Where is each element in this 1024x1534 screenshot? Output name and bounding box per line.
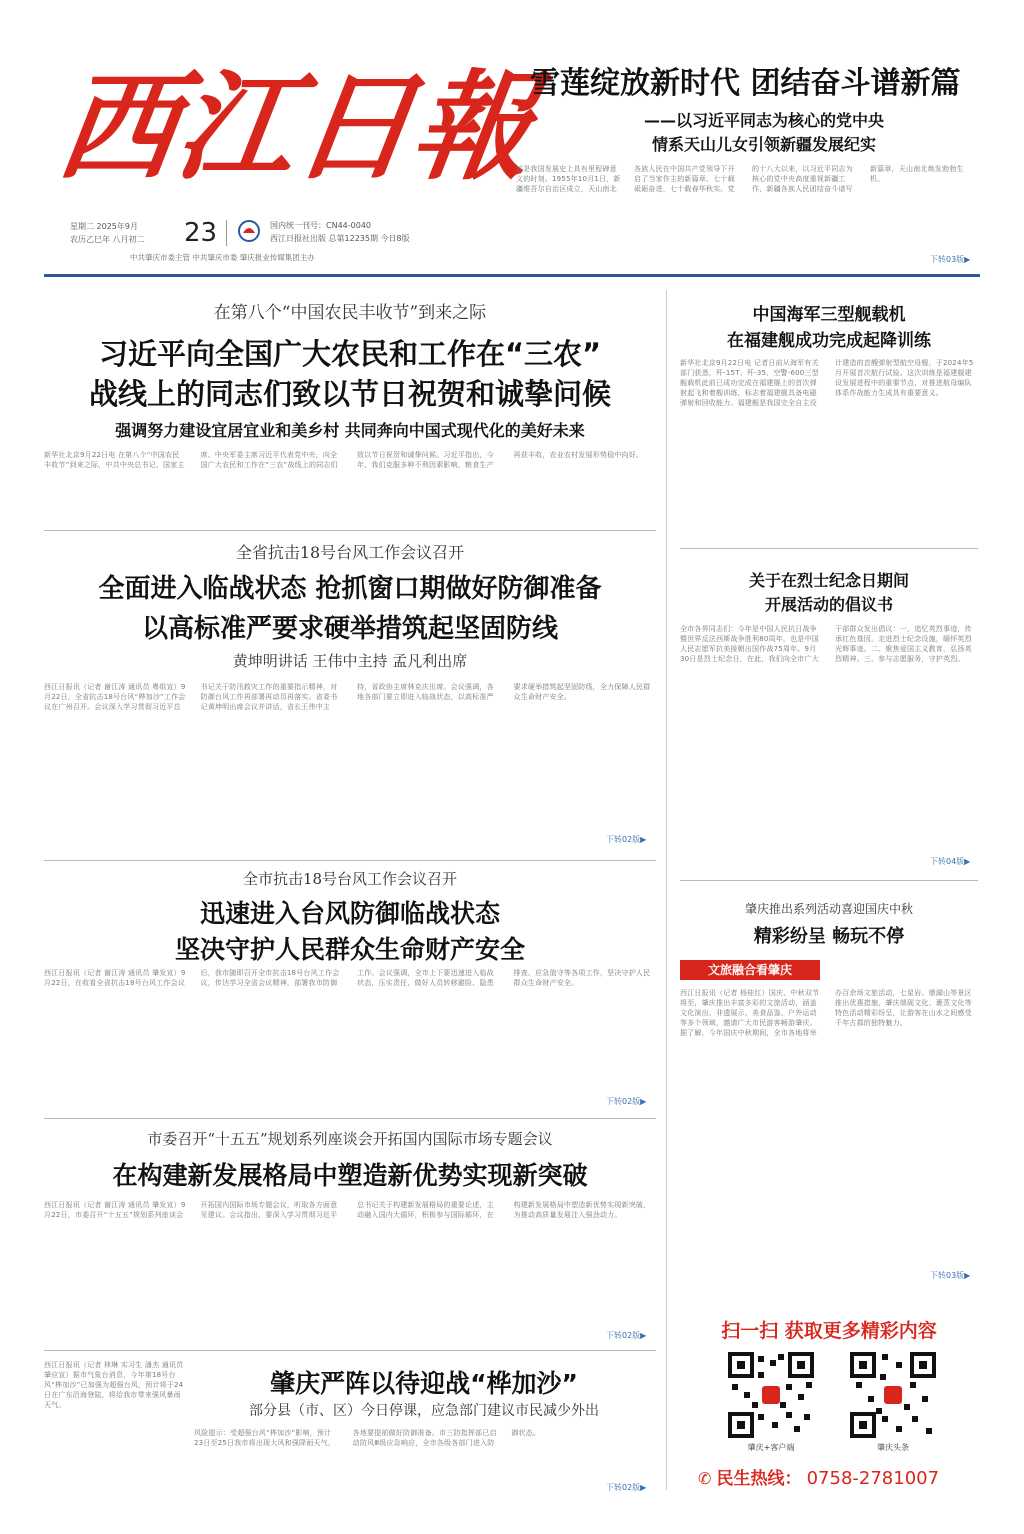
navy-title-2[interactable]: 在福建舰成功完成起降训练 — [727, 331, 931, 351]
top-feature-title[interactable]: 雪莲绽放新时代 团结奋斗谱新篇 — [530, 66, 961, 101]
qr-headline: 扫一扫 获取更多精彩内容 — [721, 1320, 937, 1342]
market-meeting-story — [44, 1122, 656, 1342]
market-meeting-body: 西江日报讯（记者 谢江涛 通讯员 肇发宣）9月22日，市委召开“十五五”规划系列座谈会开拓国内国际市场专题会议，听取各方面意见建议。会议指出，要深入学习贯彻习近平总书记关于构建新发展格局的重要论述，主动融入国内大循环，积极参与国际循环，在构建新发展格局中塑造新优势实现新突破，为推动高质量发展注入强劲动力。 — [44, 1201, 651, 1219]
typhoon-city-more-link[interactable]: 下转02版▶ — [606, 1097, 647, 1106]
martyrs-more-link[interactable]: 下转04版▶ — [930, 857, 971, 866]
ready-typhoon-side-body: 西江日报讯（记者 林琳 实习生 潘杰 通讯员 肇应宣）据市气象台消息，今年第18号台风“桦加沙”已加强为超强台风，预计将于24日在广东沿海登陆，将给我市带来强风暴雨天气。 — [44, 1361, 184, 1409]
divider — [44, 860, 656, 861]
market-meeting-title[interactable]: 在构建新发展格局中塑造新优势实现新突破 — [112, 1161, 588, 1190]
qr-code-headline[interactable] — [850, 1352, 936, 1438]
top-feature-more-link[interactable]: 下转03版▶ — [930, 255, 971, 264]
typhoon-province-kicker: 全省抗击18号台风工作会议召开 — [235, 543, 465, 562]
ready-typhoon-subtitle: 部分县（市、区）今日停课，应急部门建议市民减少外出 — [249, 1403, 599, 1419]
qr-code-icon — [850, 1352, 936, 1438]
lead-title-2[interactable]: 战线上的同志们致以节日祝贺和诚挚问候 — [88, 377, 611, 411]
top-feature-body: 这是我国发展史上具有里程碑意义的时刻。1955年10月1日，新疆维吾尔自治区成立，天山南北各族人民在中国共产党领导下开启了当家作主的新篇章。七十载砥砺奋进，七十载春华秋实。党的十八大以来，以习近平同志为核心的党中央高度重视新疆工作，新疆各族人民团结奋斗谱写新篇章，天山南北焕发勃勃生机。 — [516, 165, 964, 193]
masthead-rule — [44, 274, 980, 277]
issue-day: 23 — [184, 218, 218, 248]
martyrs-body: 全市各界同志们：今年是中国人民抗日战争暨世界反法西斯战争胜利80周年，也是中国人民志愿军抗美援朝出国作战75周年。9月30日是烈士纪念日，在此，我们向全市广大干部群众发出倡议：一、追忆英烈事迹，传承红色基因。走进烈士纪念设施，缅怀英烈光辉事迹。二、聚焦爱国主义教育，弘扬英烈精神。三、参与志愿服务，守护英烈。 — [680, 625, 972, 663]
typhoon-city-title-1[interactable]: 迅速进入台风防御临战状态 — [199, 899, 500, 928]
martyrs-title-2[interactable]: 开展活动的倡议书 — [764, 595, 893, 614]
qr-block — [680, 1300, 978, 1500]
typhoon-city-story — [44, 864, 656, 1110]
national-day-more-link[interactable]: 下转03版▶ — [930, 1271, 971, 1280]
qr-code-app[interactable] — [728, 1352, 814, 1438]
navy-body: 新华社北京9月22日电 记者日前从海军有关部门获悉，歼-15T、歼-35、空警-600三型舰载机此前已成功完成在福建舰上的首次弹射起飞和着舰训练，标志着福建舰具备电磁弹射和回收能力。福建舰是我国完全自主设计建造的首艘弹射型航空母舰，于2024年5月开展首次航行试验。这次训练是福建舰建设发展进程中的重要节点，对推进航母编队体系作战能力生成具有重要意义。 — [680, 359, 974, 407]
publisher-line: 西江日报社出版 总第12235期 今日8版 — [270, 234, 410, 243]
national-day-tag: 文旅融合看肇庆 — [680, 960, 820, 980]
newspaper-logo[interactable] — [50, 40, 542, 210]
lead-story — [44, 290, 656, 522]
hotline — [698, 1464, 978, 1488]
masthead — [44, 40, 980, 276]
logo-text: 西江日報 — [50, 57, 542, 196]
ready-typhoon-body: 风险提示：受超强台风“桦加沙”影响，预计23日至25日我市将出现大风和强降雨天气，各地要提前做好防御准备。市三防指挥部已启动防风Ⅲ级应急响应，全市各级各部门进入防御状态。 — [194, 1429, 541, 1447]
ready-typhoon-more-link[interactable]: 下转02版▶ — [606, 1483, 647, 1492]
typhoon-province-subtitle: 黄坤明讲话 王伟中主持 孟凡利出席 — [232, 652, 468, 670]
national-day-body: 西江日报讯（记者 杨桂红）国庆、中秋双节将至，肇庆推出丰富多彩的文旅活动，涵盖文化演出、非遗展示、美食品鉴、户外运动等多个领域，邀请广大市民游客畅游肇庆。据了解，今年国庆中秋期间，全市各地将举办百余场文旅活动，七星岩、鼎湖山等景区推出优惠措施，肇庆端砚文化、裹蒸文化等特色活动精彩纷呈，让游客在山水之间感受千年古郡的独特魅力。 — [680, 989, 972, 1037]
national-day-kicker: 肇庆推出系列活动喜迎国庆中秋 — [744, 902, 913, 916]
hotline-label: 民生热线： — [716, 1469, 802, 1489]
top-feature-subtitle-2: 情系天山儿女引领新疆发展纪实 — [651, 135, 876, 154]
lead-body: 新华社北京9月22日电 在第八个“中国农民丰收节”到来之际，中共中央总书记、国家主席、中央军委主席习近平代表党中央，向全国广大农民和工作在“三农”战线上的同志们致以节日祝贺和诚挚问候。习近平指出，今年，我们克服多种不利因素影响，粮食生产再获丰收，农业农村发展形势稳中向好。 — [44, 451, 644, 469]
weekday-date: 星期二 2025年9月 — [70, 222, 138, 231]
publication-info — [270, 219, 510, 245]
divider — [44, 1118, 656, 1119]
navy-story — [680, 294, 978, 540]
typhoon-city-body: 西江日报讯（记者 谢江涛 通讯员 肇发宣）9月22日，在收看全省抗击18号台风工作会议后，我市随即召开全市抗击18号台风工作会议，传达学习全省会议精神，部署我市防御工作。会议强调，全市上下要迅速进入临战状态，压实责任，做好人员转移避险、隐患排查、应急值守等各项工作，坚决守护人民群众生命财产安全。 — [44, 969, 651, 987]
ready-typhoon-story — [44, 1356, 656, 1496]
top-feature-subtitle-1: ——以习近平同志为核心的党中央 — [643, 111, 884, 130]
lead-subtitle: 强调努力建设宜居宜业和美乡村 共同奔向中国式现代化的美好未来 — [115, 421, 585, 440]
qr-label-app: 肇庆+客户端 — [747, 1443, 795, 1452]
divider — [680, 548, 978, 549]
martyrs-title-1[interactable]: 关于在烈士纪念日期间 — [748, 571, 909, 590]
lead-title-1[interactable]: 习近平向全国广大农民和工作在“三农” — [98, 337, 602, 371]
issn-number: 国内统一刊号：CN44-0040 — [270, 221, 371, 230]
publisher-emblem-icon — [238, 220, 260, 242]
typhoon-province-story — [44, 536, 656, 856]
typhoon-city-kicker: 全市抗击18号台风工作会议召开 — [242, 870, 458, 888]
typhoon-province-body: 西江日报讯（记者 谢江涛 通讯员 粤组宣）9月22日，全省抗击18号台风“桦加沙”工作会议在广州召开。会议深入学习贯彻习近平总书记关于防汛救灾工作的重要指示精神，对防御台风工作再部署再动员再落实。省委书记黄坤明出席会议并讲话，省长王伟中主持，省政协主席林克庆出席。会议强调，各地各部门要立即进入临战状态，以高标准严要求硬举措筑起坚固防线，全力保障人民群众生命财产安全。 — [44, 683, 651, 711]
phone-icon: ✆ — [698, 1469, 712, 1488]
navy-title-1[interactable]: 中国海军三型舰载机 — [752, 305, 906, 325]
divider — [680, 880, 978, 881]
qr-label-headline: 肇庆头条 — [877, 1443, 909, 1452]
typhoon-city-title-2[interactable]: 坚决守护人民群众生命财产安全 — [174, 935, 525, 964]
ready-typhoon-title[interactable]: 肇庆严阵以待迎战“桦加沙” — [270, 1369, 578, 1398]
divider — [44, 530, 656, 531]
logo-calligraphy-icon — [50, 40, 542, 210]
typhoon-province-more-link[interactable]: 下转02版▶ — [606, 835, 647, 844]
column-divider — [666, 290, 667, 1490]
divider — [226, 220, 227, 246]
lunar-date: 农历乙巳年 八月初二 — [70, 235, 145, 244]
national-day-title[interactable]: 精彩纷呈 畅玩不停 — [753, 926, 905, 947]
sponsor-line: 中共肇庆市委主管 中共肇庆市委 肇庆报业传媒集团主办 — [130, 253, 315, 262]
market-meeting-more-link[interactable]: 下转02版▶ — [606, 1331, 647, 1340]
qr-code-icon — [728, 1352, 814, 1438]
lead-kicker: 在第八个“中国农民丰收节”到来之际 — [213, 303, 487, 323]
typhoon-province-title-1[interactable]: 全面进入临战状态 抢抓窗口期做好防御准备 — [98, 574, 602, 604]
divider — [44, 1350, 656, 1351]
market-meeting-kicker: 市委召开“十五五”规划系列座谈会开拓国内国际市场专题会议 — [147, 1130, 553, 1148]
martyrs-story — [680, 556, 978, 872]
typhoon-province-title-2[interactable]: 以高标准严要求硬举措筑起坚固防线 — [141, 614, 558, 644]
national-day-story — [680, 890, 978, 1286]
hotline-number[interactable]: 0758-2781007 — [806, 1468, 940, 1489]
